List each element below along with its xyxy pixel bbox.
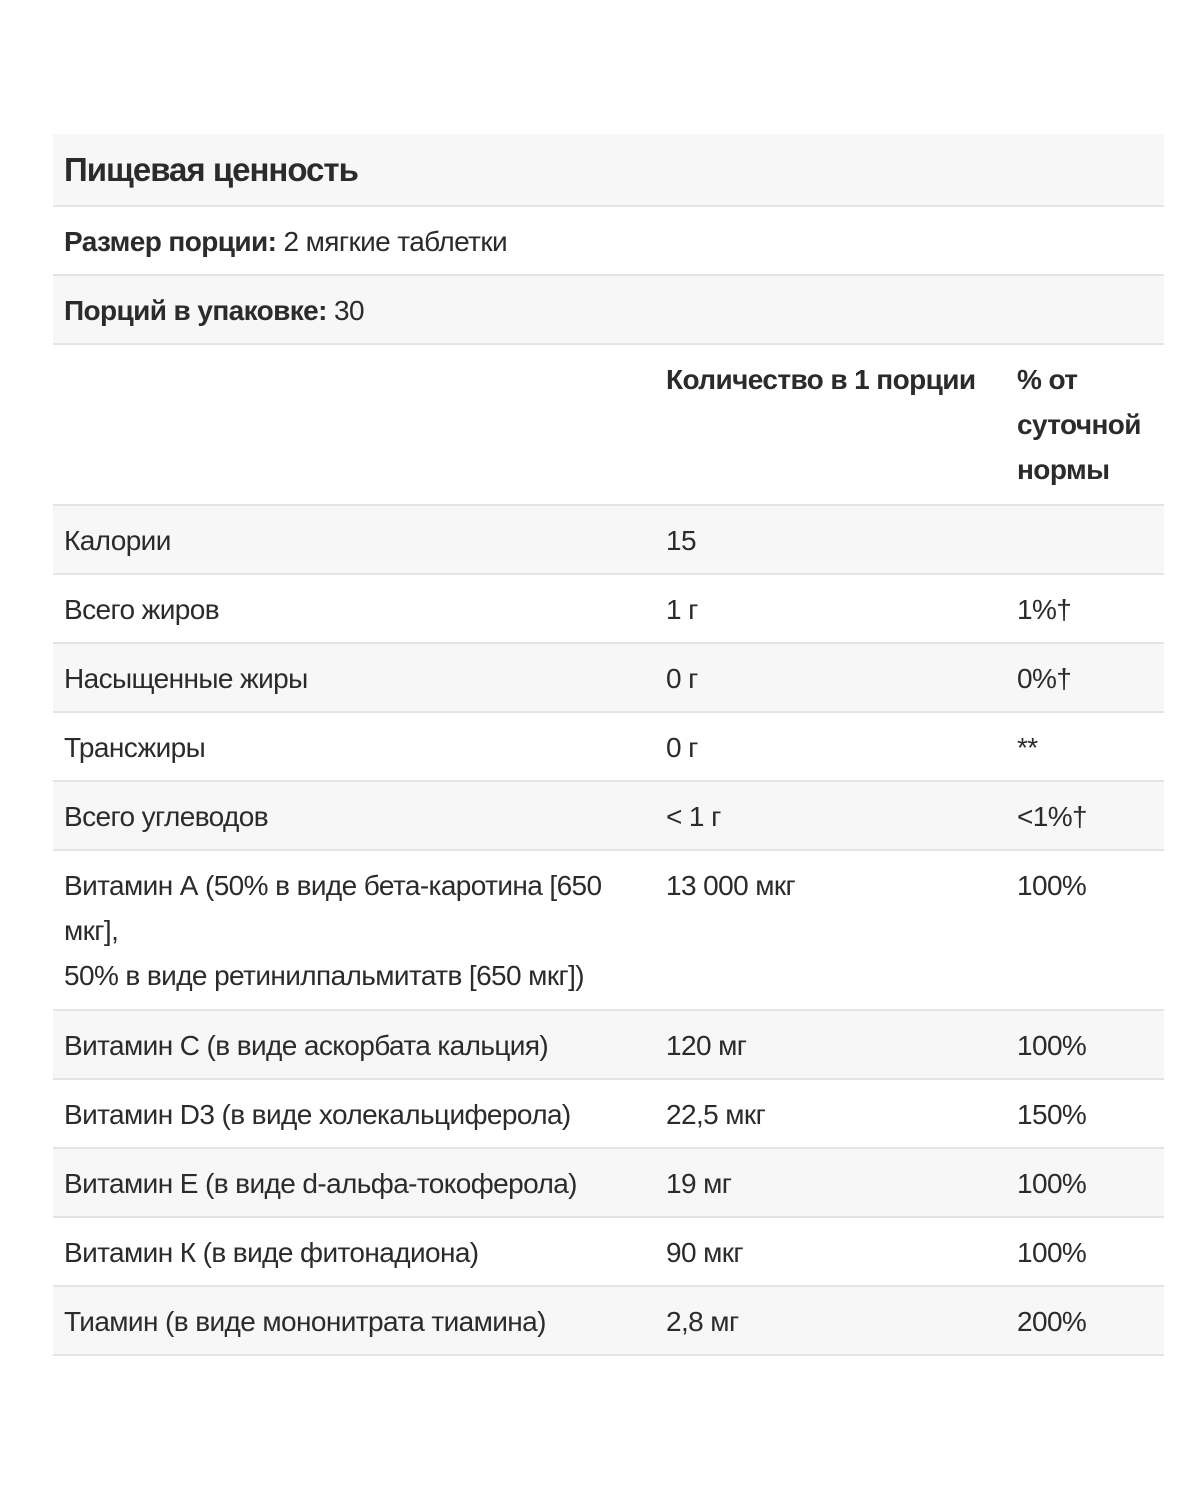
amount-column-header: Количество в 1 порции xyxy=(655,344,1006,505)
nutrition-facts-table xyxy=(53,134,1164,1356)
nutrient-amount: 90 мкг xyxy=(655,1217,1006,1286)
nutrient-name: Насыщенные жиры xyxy=(53,643,655,712)
servings-label: Порций в упаковке: xyxy=(64,295,327,326)
nutrient-amount: 22,5 мкг xyxy=(655,1079,1006,1148)
nutrient-amount: 120 мг xyxy=(655,1010,1006,1079)
serving-size-label: Размер порции: xyxy=(64,226,277,257)
nutrient-column-header xyxy=(53,344,655,505)
nutrient-name: Всего углеводов xyxy=(53,781,655,850)
table-title: Пищевая ценность xyxy=(53,134,1164,206)
nutrient-daily-value: 200% xyxy=(1006,1286,1164,1355)
nutrient-daily-value xyxy=(1006,505,1164,574)
table-row xyxy=(53,850,1164,1010)
nutrient-daily-value: 100% xyxy=(1006,1010,1164,1079)
servings-per-container xyxy=(53,275,1164,344)
nutrient-amount: 2,8 мг xyxy=(655,1286,1006,1355)
nutrient-daily-value: 0%† xyxy=(1006,643,1164,712)
nutrient-amount: 1 г xyxy=(655,574,1006,643)
nutrient-amount: 15 xyxy=(655,505,1006,574)
servings-per-container-row xyxy=(53,275,1164,344)
nutrient-daily-value: 100% xyxy=(1006,850,1164,1010)
nutrient-name: Витамин К (в виде фитонадиона) xyxy=(53,1217,655,1286)
nutrient-amount: 0 г xyxy=(655,712,1006,781)
serving-size-value: 2 мягкие таблетки xyxy=(276,226,508,257)
table-row xyxy=(53,712,1164,781)
nutrient-name: Трансжиры xyxy=(53,712,655,781)
table-title-row xyxy=(53,134,1164,206)
nutrient-name: Витамин D3 (в виде холекальциферола) xyxy=(53,1079,655,1148)
nutrient-amount: 0 г xyxy=(655,643,1006,712)
table-row xyxy=(53,1217,1164,1286)
nutrient-name: Тиамин (в виде мононитрата тиамина) xyxy=(53,1286,655,1355)
daily-value-column-header: % от суточной нормы xyxy=(1006,344,1164,505)
table-row xyxy=(53,1079,1164,1148)
nutrient-amount: 13 000 мкг xyxy=(655,850,1006,1010)
nutrient-daily-value: 1%† xyxy=(1006,574,1164,643)
column-header-row xyxy=(53,344,1164,505)
table-row xyxy=(53,505,1164,574)
nutrient-rows xyxy=(53,505,1164,1355)
nutrient-name: Витамин Е (в виде d-альфа-токоферола) xyxy=(53,1148,655,1217)
nutrient-name: Всего жиров xyxy=(53,574,655,643)
table-row xyxy=(53,1148,1164,1217)
nutrient-name: Витамин С (в виде аскорбата кальция) xyxy=(53,1010,655,1079)
nutrient-amount: 19 мг xyxy=(655,1148,1006,1217)
serving-size-row xyxy=(53,206,1164,275)
table-row xyxy=(53,574,1164,643)
table-row xyxy=(53,1286,1164,1355)
nutrient-name: Витамин А (50% в виде бета-каротина [650 мкг], 50% в виде ретинилпальмитатв [650 мкг]) xyxy=(53,850,655,1010)
servings-value: 30 xyxy=(326,295,364,326)
table-row xyxy=(53,643,1164,712)
nutrient-daily-value: 150% xyxy=(1006,1079,1164,1148)
table-row xyxy=(53,781,1164,850)
nutrient-daily-value: 100% xyxy=(1006,1148,1164,1217)
nutrient-amount: < 1 г xyxy=(655,781,1006,850)
table-row xyxy=(53,1010,1164,1079)
nutrient-daily-value: <1%† xyxy=(1006,781,1164,850)
nutrient-daily-value: 100% xyxy=(1006,1217,1164,1286)
serving-size xyxy=(53,206,1164,275)
nutrient-daily-value: ** xyxy=(1006,712,1164,781)
nutrient-name: Калории xyxy=(53,505,655,574)
